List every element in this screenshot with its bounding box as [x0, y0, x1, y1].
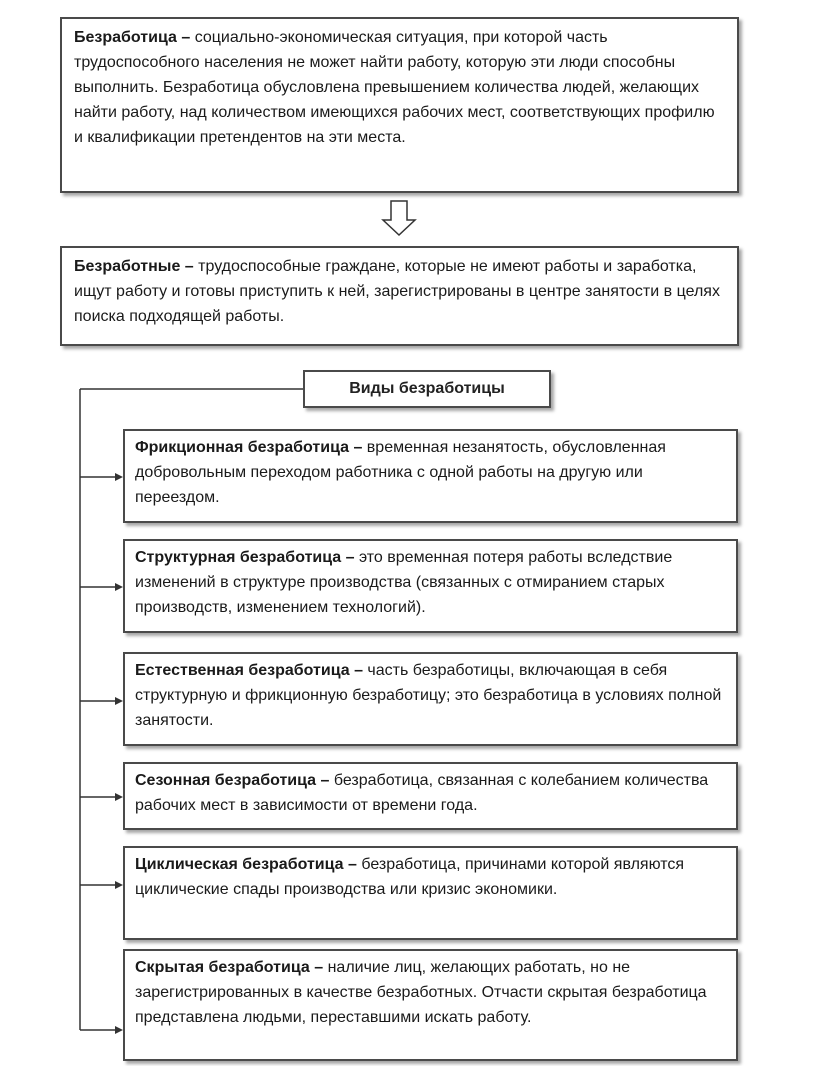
type-term: Сезонная безработица	[135, 772, 317, 789]
type-text: безработица, связанная с колебанием количества рабочих мест в зависимости от времени года.	[135, 772, 709, 814]
type-term: Скрытая безработица	[135, 959, 310, 976]
type-box-structural: Структурная безработица – это временная потеря работы вследствие изменений в структуре производства (связанных с отмиранием старых производств, изменением технологий).	[123, 539, 738, 633]
down-arrow-icon	[383, 201, 415, 235]
definition-text: Безработица – социально-экономическая ситуация, при которой часть трудоспособного населения не может найти работу, которую эти люди способны выполнить. Безработица обусловлена превышением количества людей, желающих найти работу, над количеством имеющихся рабочих мест, соответствующих профилю и квалификации претендентов на эти места.	[74, 29, 715, 146]
type-term: Естественная безработица	[135, 662, 350, 679]
type-box-frictional: Фрикционная безработица – временная незанятость, обусловленная добровольным переходом работника с одной работы на другую или переездом.	[123, 429, 738, 523]
branch-arrows	[80, 473, 123, 1034]
definition-box	[60, 17, 739, 193]
type-term: Структурная безработица	[135, 549, 342, 566]
definition-term: Безработица	[74, 29, 177, 46]
type-text: безработица, причинами которой являются циклические спады производства или кризис экономики.	[135, 856, 685, 898]
type-text: наличие лиц, желающих работать, но не зарегистрированных в качестве безработных. Отчасти скрытая безработица представлена людьми, переставшими искать работу.	[135, 959, 707, 1026]
type-text: часть безработицы, включающая в себя структурную и фрикционную безработицу; это безработица в условиях полной занятости.	[135, 662, 722, 729]
type-term: Фрикционная безработица	[135, 439, 349, 456]
unemployed-term: Безработные	[74, 258, 181, 275]
types-header: Виды безработицы	[303, 370, 551, 408]
type-box-natural: Естественная безработица – часть безработицы, включающая в себя структурную и фрикционную безработицу; это безработица в условиях полной занятости.	[123, 652, 738, 746]
type-box-cyclical: Циклическая безработица – безработица, причинами которой являются циклические спады производства или кризис экономики.	[123, 846, 738, 940]
type-text: это временная потеря работы вследствие изменений в структуре производства (связанных с отмиранием старых производств, изменением технологий).	[135, 549, 673, 616]
unemployed-text: Безработные – трудоспособные граждане, которые не имеют работы и заработка, ищут работу и готовы приступить к ней, зарегистрированы в центре занятости в целях поиска подходящей работы.	[74, 258, 720, 325]
type-text: временная незанятость, обусловленная добровольным переходом работника с одной работы на другую или переездом.	[135, 439, 666, 506]
type-term: Циклическая безработица	[135, 856, 344, 873]
unemployed-box	[60, 246, 739, 346]
type-box-hidden: Скрытая безработица – наличие лиц, желающих работать, но не зарегистрированных в качестве безработных. Отчасти скрытая безработица представлена людьми, переставшими искать работу.	[123, 949, 738, 1061]
type-box-seasonal: Сезонная безработица – безработица, связанная с колебанием количества рабочих мест в зависимости от времени года.	[123, 762, 738, 830]
